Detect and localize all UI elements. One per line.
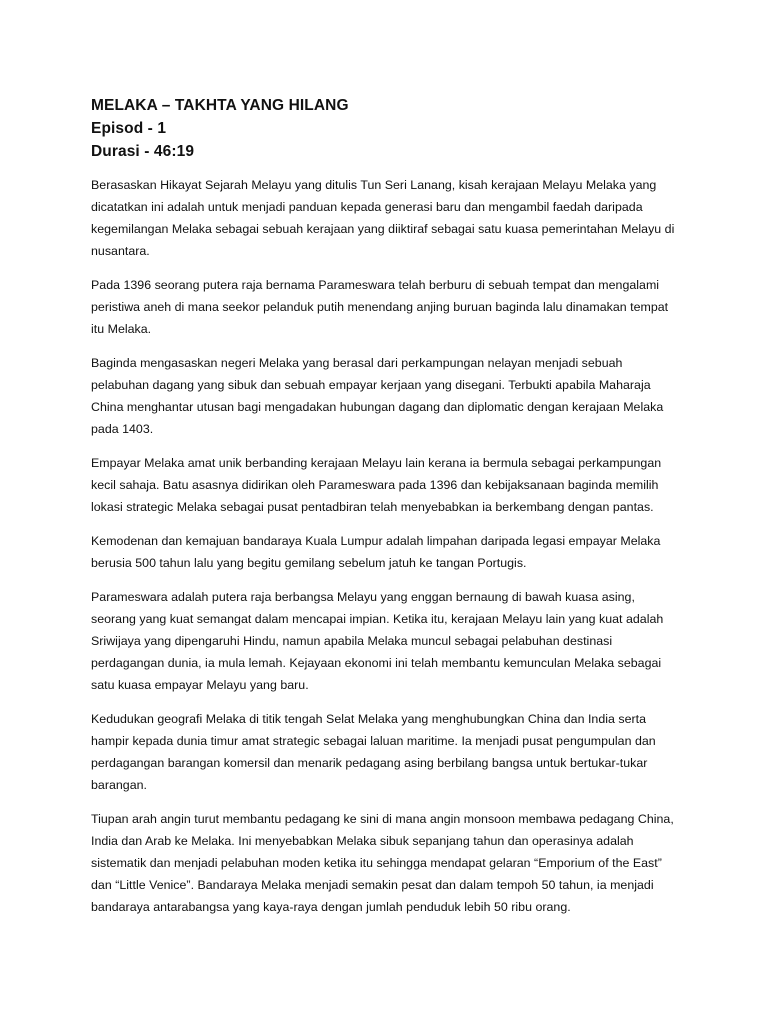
paragraph-8: Tiupan arah angin turut membantu pedagang ke sini di mana angin monsoon membawa pedagang China, India dan Arab ke Melaka. Ini menyebabkan Melaka sibuk sepanjang tahun dan operasinya adalah sistematik dan menjadi pelabuhan moden ketika itu sehingga mendapat gelaran “Emporium of the East” dan “Little Venice”. Bandaraya Melaka menjadi semakin pesat dan dalam tempoh 50 tahun, ia menjadi bandaraya antarabangsa yang kaya-raya dengan jumlah penduduk lebih 50 ribu orang. [91,812,674,914]
document-content [91,94,681,930]
paragraph-1: Berasaskan Hikayat Sejarah Melayu yang ditulis Tun Seri Lanang, kisah kerajaan Melayu Melaka yang dicatatkan ini adalah untuk menjadi panduan kepada generasi baru dan mengambil faedah daripada kegemilangan Melaka sebagai sebuah kerajaan yang diiktiraf sebagai satu kuasa pemerintahan Melayu di nusantara. [91,178,675,258]
paragraph-3: Baginda mengasaskan negeri Melaka yang berasal dari perkampungan nelayan menjadi sebuah pelabuhan dagang yang sibuk dan sebuah empayar kerjaan yang disegani. Terbukti apabila Maharaja China menghantar utusan bagi mengadakan hubungan dagang dan diplomatic dengan kerajaan Melaka pada 1403. [91,356,664,436]
document-title: MELAKA – TAKHTA YANG HILANG [91,97,349,114]
paragraph-6: Parameswara adalah putera raja berbangsa Melayu yang enggan bernaung di bawah kuasa asing, seorang yang kuat semangat dalam mencapai impian. Ketika itu, kerajaan Melayu lain yang kuat adalah Sriwijaya yang dipengaruhi Hindu, namun apabila Melaka muncul sebagai pelabuhan destinasi perdagangan dunia, ia mula lemah. Kejayaan ekonomi ini telah membantu kemunculan Melaka sebagai satu kuasa empayar Melayu yang baru. [91,590,664,692]
duration-label: Durasi - 46:19 [91,143,195,160]
paragraph-2: Pada 1396 seorang putera raja bernama Parameswara telah berburu di sebuah tempat dan mengalami peristiwa aneh di mana seekor pelanduk putih menendang anjing buruan baginda lalu dinamakan tempat itu Melaka. [91,278,669,336]
paragraph-5: Kemodenan dan kemajuan bandaraya Kuala Lumpur adalah limpahan daripada legasi empayar Melaka berusia 500 tahun lalu yang begitu gemilang sebelum jatuh ke tangan Portugis. [91,534,661,570]
paragraph-4: Empayar Melaka amat unik berbanding kerajaan Melayu lain kerana ia bermula sebagai perkampungan kecil sahaja. Batu asasnya didirikan oleh Parameswara pada 1396 dan kebijaksanaan baginda memilih lokasi strategic Melaka sebagai pusat pentadbiran telah menyebabkan ia berkembang dengan pantas. [91,456,662,514]
episode-label: Episod - 1 [91,120,167,137]
paragraph-7: Kedudukan geografi Melaka di titik tengah Selat Melaka yang menghubungkan China dan India serta hampir kepada dunia timur amat strategic sebagai laluan maritime. Ia menjadi pusat pengumpulan dan perdagangan barangan komersil dan menarik pedagang asing berbilang bangsa untuk bertukar-tukar barangan. [91,712,656,792]
document-header [91,94,681,163]
